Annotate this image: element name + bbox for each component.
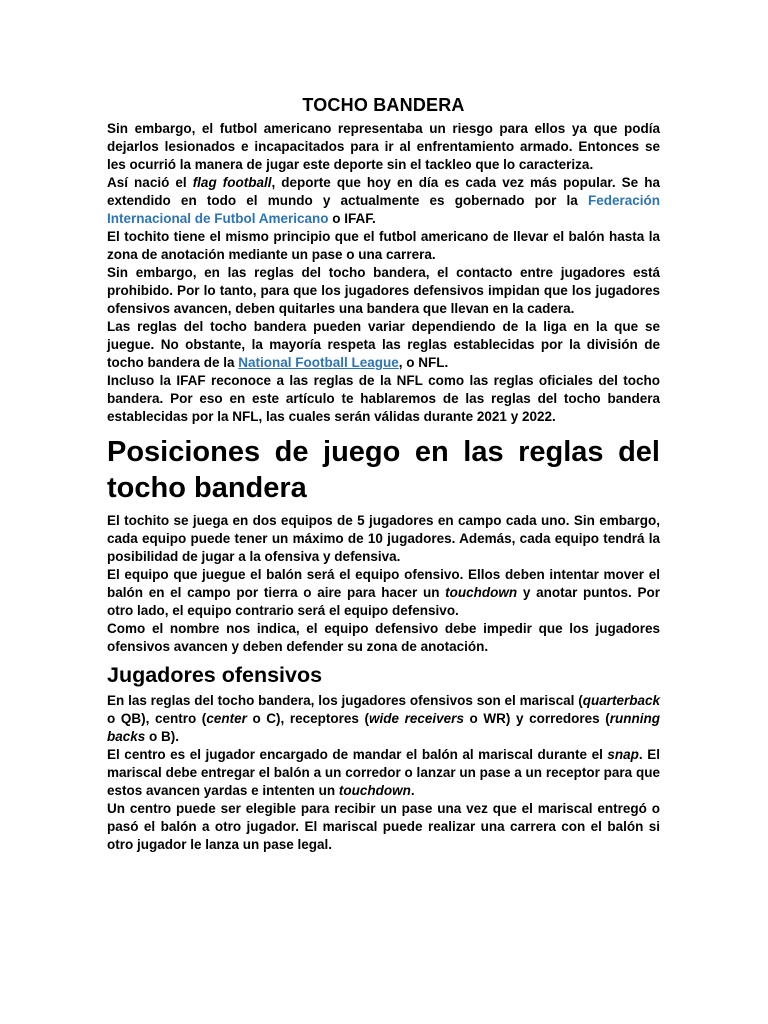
paragraph-contact: Sin embargo, en las reglas del tocho bandera, el contacto entre jugadores está prohibido. Por lo tanto, para que los jugadores defensivos impidan que los jugadores ofensivos avancen, deben quitarles una bandera que llevan en la cadera. xyxy=(107,265,660,316)
text-span: o B). xyxy=(145,729,180,744)
emphasis-snap: snap xyxy=(607,747,639,762)
emphasis-running-backs: running backs xyxy=(107,711,660,744)
paragraph-rules-vary xyxy=(107,318,660,372)
section-heading-offensive-players: Jugadores ofensivos xyxy=(107,663,323,687)
paragraph-center-snap xyxy=(107,746,660,800)
paragraph-intro: Sin embargo, el futbol americano representaba un riesgo para ellos ya que podía dejarlos lesionados e incapacitados para ir al enfrentamiento armado. Entonces se les ocurrió la manera de jugar este deporte sin el tackleo que lo caracteriza. xyxy=(107,121,660,172)
paragraph-offensive-team xyxy=(107,566,660,620)
paragraph-flag-football xyxy=(107,174,660,228)
text-span: El equipo que juegue el balón será el equipo ofensivo. Ellos deben intentar mover el balón en el campo por tierra o aire para hacer un xyxy=(107,567,660,600)
paragraph-eligibility: Un centro puede ser elegible para recibir un pase una vez que el mariscal entregó o pasó el balón a otro jugador. El mariscal puede realizar una carrera con el balón si otro jugador le lanza un pase legal. xyxy=(107,801,660,852)
section-heading-positions: Posiciones de juego en las reglas del tocho bandera xyxy=(107,436,660,504)
text-span: o WR) y corredores ( xyxy=(463,711,610,726)
text-span: , o NFL. xyxy=(398,355,449,370)
text-span: o IFAF. xyxy=(328,211,376,226)
link-ifaf[interactable]: Federación Internacional de Futbol Americano xyxy=(107,193,660,226)
text-span: o QB), centro ( xyxy=(107,711,207,726)
paragraph-teams: El tochito se juega en dos equipos de 5 jugadores en campo cada uno. Sin embargo, cada equipo puede tener un máximo de 10 jugadores. Además, cada equipo tendrá la posibilidad de jugar a la ofensiva y defensiva. xyxy=(107,513,660,564)
document-title: TOCHO BANDERA xyxy=(302,95,465,115)
emphasis-touchdown: touchdown xyxy=(445,585,518,600)
text-span: y anotar puntos. Por otro lado, el equipo contrario será el equipo defensivo. xyxy=(107,585,660,618)
text-span: En las reglas del tocho bandera, los jugadores ofensivos son el mariscal ( xyxy=(107,693,583,708)
text-span: El centro es el jugador encargado de mandar el balón al mariscal durante el xyxy=(107,747,608,762)
text-span: , deporte que hoy en día es cada vez más popular. Se ha extendido en todo el mundo y actualmente es gobernado por la xyxy=(107,175,660,208)
paragraph-offensive-positions xyxy=(107,692,660,746)
link-nfl[interactable]: National Football League xyxy=(238,355,399,370)
text-span: Así nació el xyxy=(107,175,193,190)
text-span: . xyxy=(410,783,415,798)
emphasis-center: center xyxy=(206,711,247,726)
text-span: o C), receptores ( xyxy=(246,711,370,726)
paragraph-defensive-team: Como el nombre nos indica, el equipo defensivo debe impedir que los jugadores ofensivos avancen y deben defender su zona de anotación. xyxy=(107,621,660,654)
emphasis-touchdown: touchdown xyxy=(338,783,411,798)
paragraph-ifaf-nfl: Incluso la IFAF reconoce a las reglas de la NFL como las reglas oficiales del tocho bandera. Por eso en este artículo te hablaremos de las reglas del tocho bandera establecidas por la NFL, las cuales serán válidas durante 2021 y 2022. xyxy=(107,373,660,424)
paragraph-principle: El tochito tiene el mismo principio que el futbol americano de llevar el balón hasta la zona de anotación mediante un pase o una carrera. xyxy=(107,229,660,262)
emphasis-quarterback: quarterback xyxy=(582,693,660,708)
text-span: Las reglas del tocho bandera pueden variar dependiendo de la liga en la que se juegue. No obstante, la mayoría respeta las reglas establecidas por la división de tocho bandera de la xyxy=(107,319,660,370)
emphasis-flag-football: flag football xyxy=(192,175,272,190)
emphasis-wide-receivers: wide receivers xyxy=(369,711,464,726)
text-span: . El mariscal debe entregar el balón a un corredor o lanzar un pase a un receptor para que estos avancen yardas e intenten un xyxy=(107,747,660,798)
